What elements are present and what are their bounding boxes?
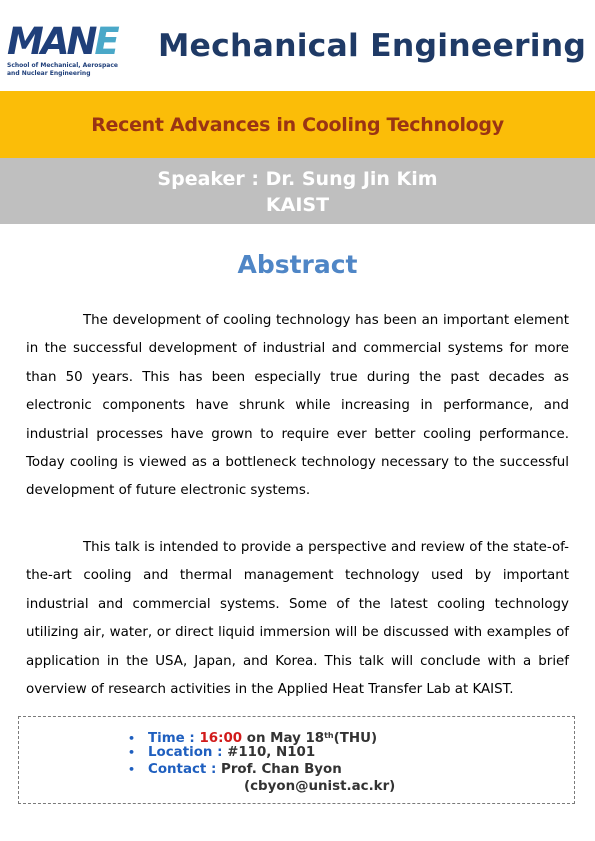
- abstract-paragraph: This talk is intended to provide a perspective and review of the state-of-the-art cooling and thermal management technology used by important industrial and commercial systems. Some of the latest cooling technology utilizing air, water, or direct liquid immersion will be discussed with examples of application in the USA, Japan, and Korea. This talk will conclude with a brief overview of research activities in the Applied Heat Transfer Lab at KAIST.: [26, 540, 569, 698]
- title-banner: [0, 91, 595, 158]
- department-title: Mechanical Engineering: [158, 28, 587, 64]
- event-info-box: [18, 716, 575, 804]
- location-value: #110, N101: [227, 745, 316, 760]
- mane-logo: [7, 20, 142, 81]
- bullet-icon: •: [128, 763, 136, 776]
- time-value: 16:00: [199, 731, 243, 746]
- location-label: Location :: [148, 745, 228, 760]
- bullet-icon: •: [128, 746, 136, 759]
- location-line: [128, 744, 315, 762]
- header: [0, 0, 595, 91]
- speaker-name: Speaker : Dr. Sung Jin Kim: [157, 168, 438, 190]
- contact-email[interactable]: (cbyon@unist.ac.kr): [244, 779, 396, 794]
- talk-title: Recent Advances in Cooling Technology: [91, 113, 504, 136]
- speaker-affiliation: KAIST: [265, 194, 330, 216]
- weekday-text: (THU): [333, 731, 378, 746]
- contact-name: Prof. Chan Byon: [221, 762, 342, 777]
- bullet-icon: •: [128, 732, 136, 745]
- contact-label: Contact :: [148, 762, 222, 777]
- speaker-banner: [0, 158, 595, 224]
- contact-line: [128, 761, 342, 779]
- time-label: Time :: [148, 731, 200, 746]
- date-text: on May 18: [242, 731, 325, 746]
- abstract-heading: Abstract: [237, 250, 358, 279]
- date-ordinal: th: [324, 731, 334, 740]
- logo-wordmark: MANE: [7, 20, 117, 63]
- abstract-paragraph: The development of cooling technology has been an important element in the successful development of industrial and commercial systems for more than 50 years. This has been especially true during the past decades as electronic components have shrunk while increasing in performance, and industrial processes have grown to require ever better cooling performance. Today cooling is viewed as a bottleneck technology necessary to the successful development of future electronic systems.: [26, 313, 569, 499]
- time-line: [128, 727, 377, 745]
- logo-subtitle: School of Mechanical, Aerospace and Nuclear Engineering: [7, 62, 118, 77]
